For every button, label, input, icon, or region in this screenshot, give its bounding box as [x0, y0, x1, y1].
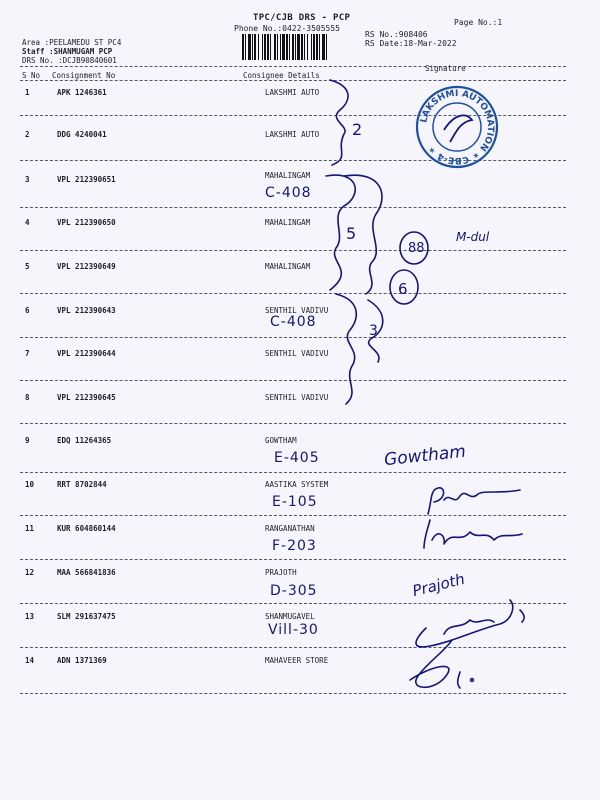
- table-row: [0, 656, 600, 666]
- handwritten-room-6: C-408: [270, 314, 317, 330]
- company-seal: [414, 84, 500, 170]
- row-consignment: KUR 604860144: [57, 524, 116, 533]
- row-sno: 2: [25, 130, 30, 139]
- row-consignment: SLM 291637475: [57, 612, 116, 621]
- page-number: Page No.:1: [454, 18, 503, 27]
- barcode: [242, 34, 356, 60]
- row-sno: 3: [25, 175, 30, 184]
- row-consignee: MAHAVEER STORE: [265, 656, 329, 665]
- col-consignee-header: Consignee Details: [243, 71, 320, 80]
- row-consignment: VPL 212390644: [57, 349, 116, 358]
- row-consignee: RANGANATHAN: [265, 524, 315, 533]
- row-consignee: MAHALINGAM: [265, 218, 311, 227]
- row-sno: 1: [25, 88, 30, 97]
- handwritten-count-5: 5: [346, 224, 357, 243]
- table-row: [0, 524, 600, 534]
- row-sno: 7: [25, 349, 30, 358]
- handwritten-circled-6: 6: [398, 280, 408, 298]
- col-sno-header: S No: [22, 71, 41, 80]
- row-consignment: VPL 212390643: [57, 306, 116, 315]
- row-consignee: MAHALINGAM: [265, 262, 311, 271]
- row-divider: [20, 250, 566, 251]
- row-consignment: VPL 212390649: [57, 262, 116, 271]
- rs-number: RS No.:908406: [365, 30, 428, 39]
- row-consignee: LAKSHMI AUTO: [265, 130, 320, 139]
- signature-row-12: Prajoth: [410, 569, 467, 601]
- table-row: [0, 218, 600, 228]
- handwritten-room-13: Vill-30: [268, 622, 319, 638]
- row-consignee: AASTIKA SYSTEM: [265, 480, 329, 489]
- svg-text:LAKSHMI AUTOMATION ✶ CBE-4 ✶: LAKSHMI AUTOMATION ✶ CBE-4 ✶: [419, 88, 496, 166]
- row-consignment: VPL 212390651: [57, 175, 116, 184]
- row-consignee: LAKSHMI AUTO: [265, 88, 320, 97]
- row-consignee: SHANMUGAVEL: [265, 612, 315, 621]
- row-divider: [20, 515, 566, 516]
- col-consignment-header: Consignment No: [52, 71, 116, 80]
- row-sno: 8: [25, 393, 30, 402]
- table-row: [0, 130, 600, 140]
- row-divider: [20, 559, 566, 560]
- signature-row-9: Gowtham: [383, 441, 467, 471]
- row-divider: [20, 603, 566, 604]
- row-consignment: APK 1246361: [57, 88, 107, 97]
- row-consignee: PRAJOTH: [265, 568, 297, 577]
- table-row: [0, 436, 600, 446]
- row-sno: 4: [25, 218, 30, 227]
- row-sno: 6: [25, 306, 30, 315]
- staff-label: Staff :SHANMUGAM PCP: [22, 47, 113, 56]
- row-divider: [20, 380, 566, 381]
- handwritten-room-9: E-405: [274, 450, 320, 466]
- row-consignee: SENTHIL VADIVU: [265, 306, 329, 315]
- row-sno: 11: [25, 524, 35, 533]
- table-row: [0, 568, 600, 578]
- row-consignee: GOWTHAM: [265, 436, 297, 445]
- row-divider: [20, 293, 566, 294]
- handwritten-count-3: 3: [369, 323, 378, 339]
- row-divider: [20, 472, 566, 473]
- col-signature-header: Signature: [425, 64, 466, 73]
- row-sno: 14: [25, 656, 35, 665]
- phone-number: Phone No.:0422-3505555: [234, 24, 340, 33]
- signature-row-4: M-dul: [456, 230, 490, 244]
- table-row: [0, 612, 600, 622]
- row-sno: 10: [25, 480, 35, 489]
- row-sno: 9: [25, 436, 30, 445]
- row-consignee: SENTHIL VADIVU: [265, 393, 329, 402]
- row-sno: 13: [25, 612, 35, 621]
- row-consignment: VPL 212390650: [57, 218, 116, 227]
- row-divider: [20, 693, 566, 694]
- row-sno: 12: [25, 568, 35, 577]
- row-consignee: MAHALINGAM: [265, 171, 311, 180]
- table-row: [0, 480, 600, 490]
- row-divider: [20, 647, 566, 648]
- table-row: [0, 171, 600, 185]
- area-label: Area :PEELAMEDU ST PC4: [22, 38, 122, 47]
- row-divider: [20, 207, 566, 208]
- handwritten-room-3: C-408: [265, 185, 312, 201]
- table-row: [0, 393, 600, 403]
- header-divider: [20, 66, 566, 67]
- row-sno: 5: [25, 262, 30, 271]
- row-consignment: ADN 1371369: [57, 656, 107, 665]
- drs-number: DRS No. :DCJB90840601: [22, 56, 117, 65]
- handwritten-room-10: E-105: [272, 494, 318, 510]
- table-row: [0, 349, 600, 359]
- table-row: [0, 262, 600, 272]
- row-divider: [20, 423, 566, 424]
- header-divider-bottom: [20, 80, 566, 81]
- handwritten-room-11: F-203: [272, 538, 317, 554]
- handwritten-circled-88: 88: [408, 241, 425, 256]
- row-consignee: SENTHIL VADIVU: [265, 349, 329, 358]
- row-consignment: MAA 566841836: [57, 568, 116, 577]
- rs-date: RS Date:18-Mar-2022: [365, 39, 457, 48]
- row-consignment: VPL 212390645: [57, 393, 116, 402]
- row-divider: [20, 337, 566, 338]
- table-row: [0, 88, 600, 98]
- row-consignment: DDG 4240041: [57, 130, 107, 139]
- row-consignment: RRT 8702844: [57, 480, 107, 489]
- handwritten-count-2: 2: [352, 120, 363, 139]
- handwritten-room-12: D-305: [270, 583, 318, 599]
- report-title: TPC/CJB DRS - PCP: [253, 13, 351, 23]
- row-consignment: EDQ 11264365: [57, 436, 112, 445]
